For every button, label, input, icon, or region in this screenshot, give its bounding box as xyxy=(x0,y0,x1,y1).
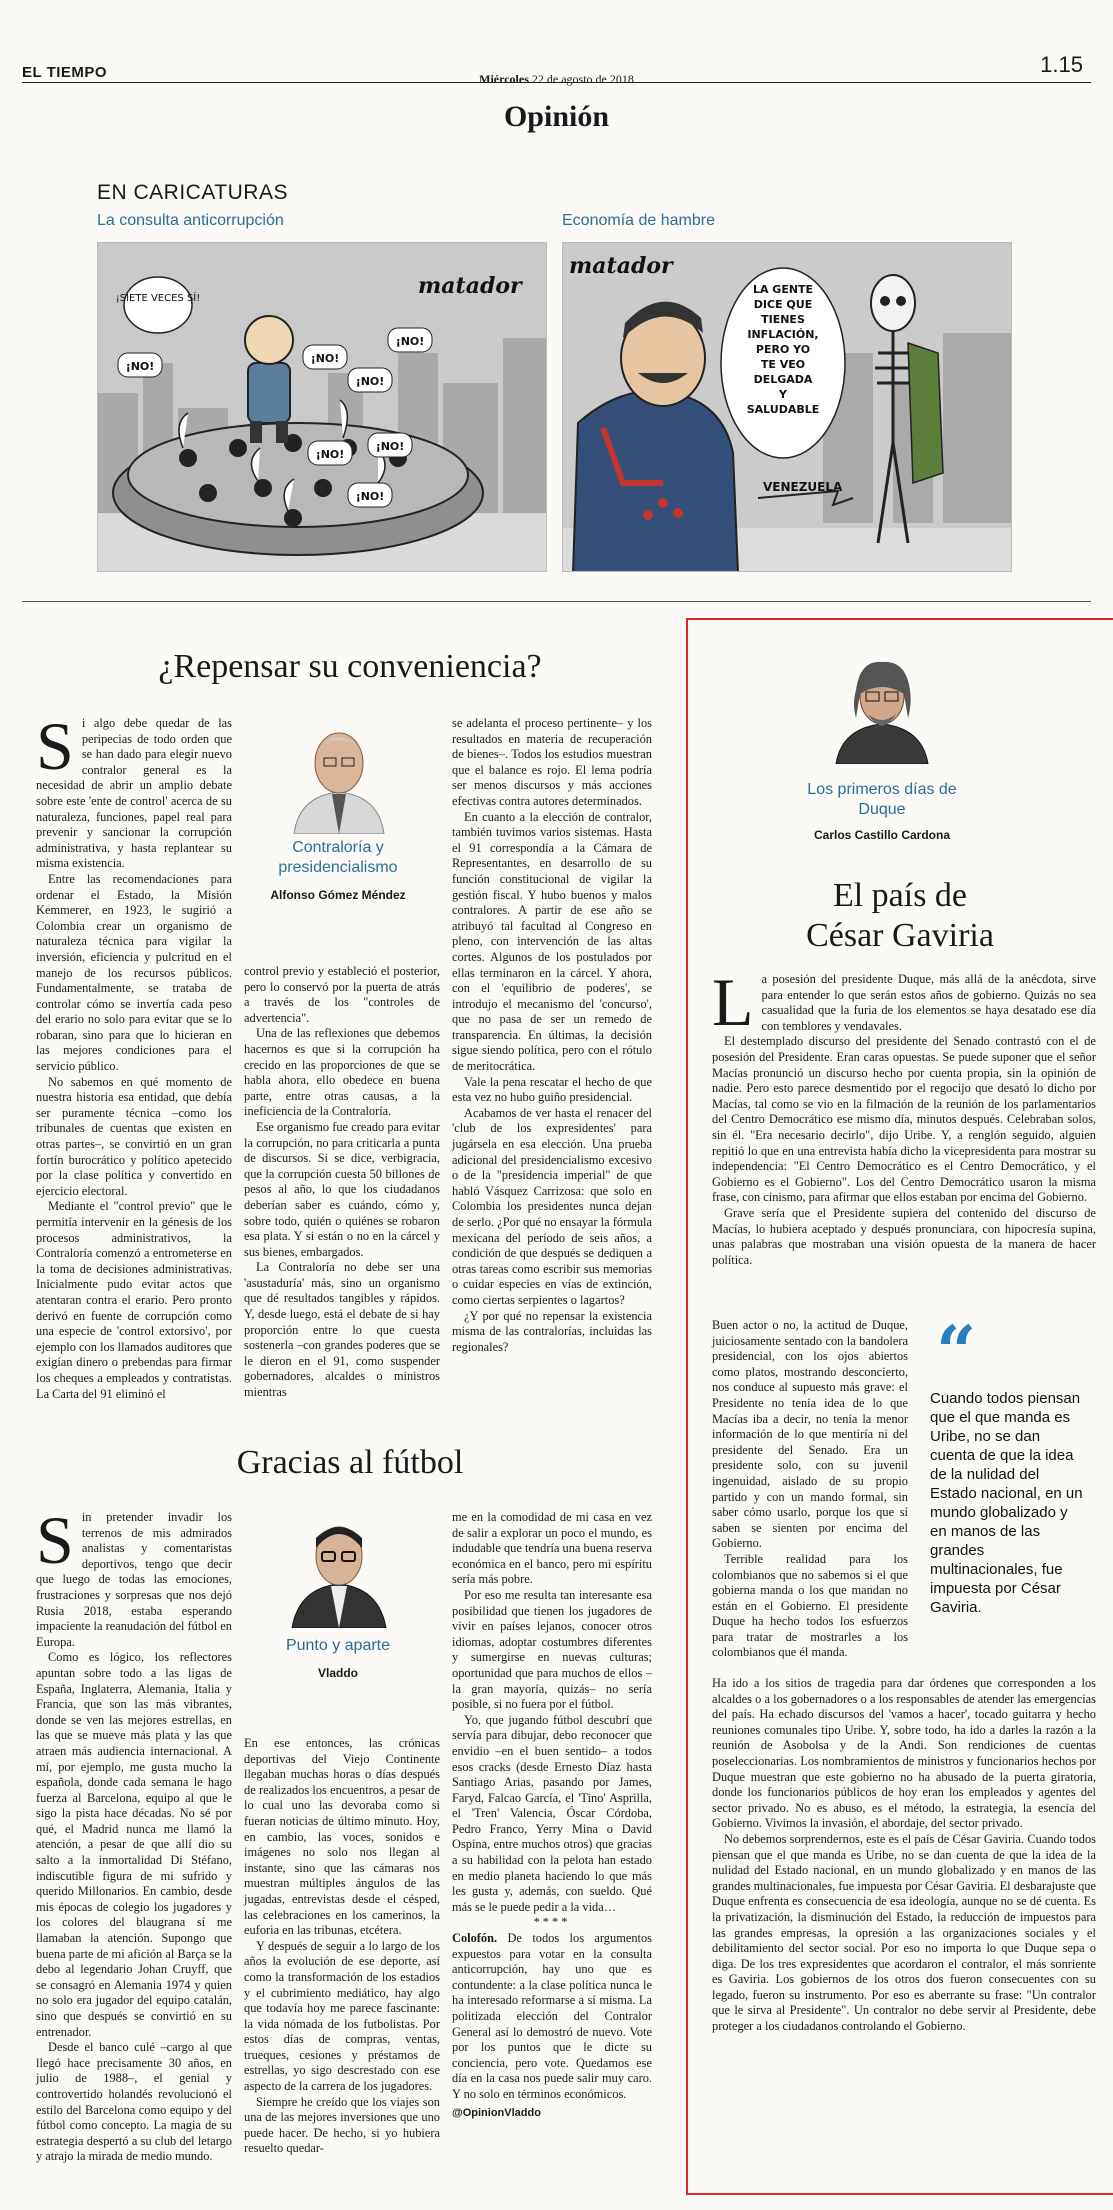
article1-dropcap: S xyxy=(36,708,74,784)
bubble-line-7: DELGADA xyxy=(753,373,813,386)
article2-col1-p1: in pretender invadir los terrenos de mis admirados analistas y comentaristas deportivos, tengo que decir que luego de todas las emociones, frustraciones y sorpresas que nos dejó Rusia 2018, estaba esperando impaciente la reanudación del fútbol en Europa. xyxy=(36,1510,232,1649)
article2-col3-p3: Yo, que jugando fútbol descubrí que servía para dibujar, debo reconocer que envidio –en el buen sentido– a todos esos cracks (desde Ernesto Díaz hasta Santiago Arias, pasando por James, Faryd, Falcao García, el 'Tino' Asprilla, el 'Tren' Valencia, Óscar Córdoba, Pedro Franco, Yerry Mina o David Ospina, entre muchos otros) que gracias a su habilidad con la pelota han estado en medio planeta haciendo lo que más les gusta y, además, con sueldo. Qué más se le puede pedir a la vida… xyxy=(452,1712,652,1914)
cartoon-anticorruption-drawing xyxy=(98,243,547,572)
page-number: 1.15 xyxy=(1040,52,1083,77)
cartoons-bottom-rule xyxy=(22,601,1091,602)
article1-col3-p1: se adelanta el proceso pertinente– y los resultados en materia de recuperación de bienes–. Todos los estudios muestran que el balance es rojo. El lema podría ser menos discursos y más acciones efectivas contra autores determinados. xyxy=(452,716,652,808)
header-rule xyxy=(22,82,1091,83)
bubble-no-1: ¡NO! xyxy=(125,360,155,373)
article2-dropcap: S xyxy=(36,1502,74,1578)
bubble-no-5: ¡NO! xyxy=(315,448,345,461)
bubble-no-2: ¡NO! xyxy=(310,352,340,365)
bubble-no-3: ¡NO! xyxy=(395,335,425,348)
bubble-line-2: DICE QUE xyxy=(753,298,813,311)
article1-column-name: Contraloría y presidencialismo xyxy=(278,839,398,876)
article2-col2-p2: Y después de seguir a lo largo de los años la evolución de ese deporte, así como la transformación de los estadios y el cubrimiento mediático, hay algo que todavía hoy me parece fascinante: la vida nómada de los futbolistas. Por estos días de compras, ventas, trueques, cesiones y préstamos de estrellas, yo sigo descrestado con ese aspecto de la carrera de los jugadores. xyxy=(244,1938,440,2094)
article2-col3-p1: me en la comodidad de mi casa en vez de salir a explorar un poco el mundo, es indudable que tendría una buena reserva económica en el banco, pero mi espíritu sería más pobre. xyxy=(452,1510,652,1587)
cartoon-right-signature: matador xyxy=(569,253,673,279)
article1-col3-p4: Acabamos de ver hasta el renacer del 'club de los expresidentes' para jugársela en esa elección. Una prueba adicional del presidencialismo excesivo o de la "presidencia imperial" de que habló Vásquez Carrizosa: que solo en Colombia los presidentes nunca dejan de serlo. ¿Por qué no ensayar la fórmula mexicana del período de seis años, a condición de que después se dediquen a otras tareas como escribir sus memorias o cuidar especies en vías de extinción, como ciertas serpientes o lagartos? xyxy=(452,1105,652,1307)
article1-col2-p2: Una de las reflexiones que debemos hacernos es que si la corrupción ha crecido en las proporciones de que se habla ahora, ello obedece en buena parte, entre otras causas, a la ineficiencia de la Contraloría. xyxy=(244,1026,440,1119)
cartoon-hunger-drawing xyxy=(563,243,1012,572)
article2-col1 xyxy=(36,1502,232,2165)
article3-dropcap: L xyxy=(712,964,754,1040)
bubble-siete-veces: ¡SIETE VECES SÍ! xyxy=(115,293,201,304)
issue-date-text: 22 de agosto de 2018 xyxy=(531,72,634,86)
portrait-castillo-image xyxy=(830,654,934,764)
article3-title-line2: César Gaviria xyxy=(806,917,994,954)
article1-col2-p4: La Contraloría no debe ser una 'asustaduría' más, sino un organismo que dé resultados tangibles y rápidos. Y, desde luego, está el debate de si hay proporción entre lo que cuesta sostenerla –con grandes poderes que se le dieron en el 91, como suspender gobernadores, alcaldes o ministros mientras xyxy=(244,1260,440,1400)
section-title: Opinión xyxy=(503,100,610,133)
newspaper-name: EL TIEMPO xyxy=(22,64,108,81)
bubble-line-5: PERO YO xyxy=(755,343,811,356)
bubble-no-6: ¡NO! xyxy=(375,440,405,453)
article1-col1 xyxy=(36,708,232,1402)
article3-author-portrait xyxy=(830,654,934,768)
article2-title: Gracias al fútbol xyxy=(236,1444,464,1481)
cartoon-label-venezuela: VENEZUELA xyxy=(763,480,843,494)
bubble-line-1: LA GENTE xyxy=(752,283,814,296)
portrait-gomez-image xyxy=(284,718,394,834)
quote-mark-icon: “ xyxy=(936,1310,977,1393)
article1-col3-p3: Vale la pena rescatar el hecho de que esta vez no hubo guiño presidencial. xyxy=(452,1074,652,1105)
article3-lead-p3: Grave sería que el Presidente supiera del contenido del discurso de Macías, lo hubiera aceptado y después pronunciara, con hipocresía supina, unas palabras que mostraban una visión opuesta de la manera de hacer política. xyxy=(712,1205,1096,1267)
bubble-line-4: INFLACIÓN, xyxy=(747,328,819,341)
article1-col1-p2: Entre las recomendaciones para ordenar el Estado, la Misión Kemmerer, en 1923, le sugirió a Colombia crear un organismo de naturaleza técnica para vigilar la inversión, eficiencia y pulcritud en el manejo de los recursos públicos. Fundamentalmente, se trataba de controlar cómo se invertía cada peso del erario no solo para evitar que se lo robaran, sino para que lo hicieran en las mejores condiciones para el servicio público. xyxy=(36,871,232,1074)
article1-col3-p5: ¿Y por qué no repensar la existencia misma de las contralorías, incluidas las regionales? xyxy=(452,1308,652,1354)
article3-narrow-p1: Buen actor o no, la actitud de Duque, juiciosamente sentado con la bandolera presidencial, con los ojos abiertos como platos, mostrando desconcierto, nos conduce al supuesto más grave: el Presidente no tenía idea de lo que Macías iba a decir, no tenía la menor información de lo que mentiría ni del presidente del Senado. Era un presidente solo, con su juvenil ingenuidad, aislado de su propio partido y con un mando formal, sin saber cómo usarlo, porque los que sí saben se sienten por encima del Gobierno. xyxy=(712,1318,908,1551)
article3-narrow-p2: Terrible realidad para los colombianos que no sabemos si el que gobierna manda o los que mandan no están en el Gobierno. El presidente Duque ha hecho todos los esfuerzos para tratar de mostrarles a los colombianos que él manda. xyxy=(712,1551,908,1660)
cartoons-heading: EN CARICATURAS xyxy=(97,181,288,204)
article2-col2 xyxy=(244,1736,440,2157)
bubble-no-7: ¡NO! xyxy=(355,490,385,503)
article2-col2-p3: Siempre he creído que los viajes son una de las mejores inversiones que uno puede hacer. De hecho, si yo hubiera resuelto quedar- xyxy=(244,2094,440,2156)
cartoon-right-title: Economía de hambre xyxy=(562,212,715,229)
article1-author-portrait xyxy=(284,718,394,838)
bubble-line-9: SALUDABLE xyxy=(746,403,820,416)
article1-col1-p1: i algo debe quedar de las peripecias de todo orden que se han dado para elegir nuevo contralor general es la necesidad de abrir un amplio debate sobre este 'ente de control' acerca de su naturaleza, funciones, papel real para prevenir y sancionar la corrupción administrativa, y hasta replantear su misma existencia. xyxy=(36,716,232,871)
article1-col2-p1: control previo y estableció el posterior, pero lo conservó por la puerta de atrás a través de los "controles de advertencia". xyxy=(244,964,440,1025)
article3-tail-p1: Ha ido a los sitios de tragedia para dar órdenes que corresponden a los alcaldes o a los gobernadores o a los responsables de atender las emergencias del país. Ha echado discursos del 'vamos a hacer', tocado guitarra y hecho reuniones comunales tipo Uribe. Y, sobre todo, ha ido a darles la razón a la reunión de Asobolsa y de la Andi. Son rendiciones de cuentas poseleccionarias. Los nombramientos de ministros y funcionarios hechos por Duque muestran que este gobierno no ha abusado de la puerta giratoria, donde los funcionarios públicos de hoy eran los empleados y agentes del sector privado. No es abuso, es el método, la estrategia, la esencia del Gobierno. Vivimos la invasión, el abordaje, del sector privado. xyxy=(712,1676,1096,1831)
issue-date xyxy=(0,72,1113,87)
article2-stars: **** xyxy=(533,1915,571,1930)
cartoon-anticorruption xyxy=(97,242,547,572)
article3-lead-p2: El destemplado discurso del presidente del Senado contrastó con el de posesión del Presidente. Eran caras opuestas. Se puede suponer que el señor Macías pronunció un discurso hecho por cuenta propia, sin la opinión de nadie. Pero esto parece desmentido por el regocijo que desató lo dicho por Macías, tal como se vio en la filmación de la reunión de los parlamentarios del Centro Democrático ese mismo día, minutos después. Celebraban solos, sin él. "Era necesario decirlo", dijo Uribe. Y, a renglón seguido, alguien repitió lo que en una entrevista había dicho la vicepresidenta para mostrar su independencia: "El Centro Democrático es el Centro Democrático, y el Gobierno es el Gobierno". Los del Centro Democrático usaron la misma frase, con cinismo, para afirmar que ellos estaban por encima del Gobierno. xyxy=(712,1034,1096,1205)
article2-col1-p3: Desde el banco culé –cargo al que llegó hace precisamente 30 años, en julio de 1988–, el genial y controvertido holandés revolucionó el estilo del Barcelona como equipo y del fútbol como concepto. La magia de su estrategia despertó a su club del letargo y atrajo la mirada de medio mundo. xyxy=(36,2040,232,2164)
article2-col3-p2: Por eso me resulta tan interesante esa posibilidad que tienen los jugadores de vivir en países lejanos, conocer otros idiomas, adoptar costumbres diferentes y sumergirse en nuevas culturas; oportunidad que para muchos de ellos –la gran mayoría, quizás– no sería posible, si no fuera por el fútbol. xyxy=(452,1587,652,1712)
article3-narrow xyxy=(712,1318,908,1661)
article2-col2-p1: En ese entonces, las crónicas deportivas del Viejo Continente llegaban muchas horas o días después de realizados los encuentros, a pesar de lo cual uno las devoraba como si fueran noticias de último minuto. Hoy, en cambio, las voces, sonidos e imágenes no solo nos llegan al instante, sino que las cámaras nos muestran múltiples ángulos de las jugadas, entrevistas desde el césped, las celebraciones en los camerinos, la euforia en las tribunas, etcétera. xyxy=(244,1736,440,1938)
article1-col3-p2: En cuanto a la elección de contralor, también tuvimos varios sistemas. Hasta el 91 correspondía a la Cámara de Representantes, en desarrollo de su función constitucional de vigilar la gestión fiscal. Y hubo buenos y malos contralores. A partir de ese año se atribuyó tal facultad al Congreso en pleno, con intervención de las altas cortes. Algunos de los postulados por ellas terminaron en la cárcel. Y ahora, con el 'equilibrio de poderes', se introdujo el mecanismo del 'concurso', que no pasa de ser un remedo de transparencia. En últimas, la decisión sigue siendo política, pero con el rótulo de meritocrática. xyxy=(452,809,652,1074)
colofon-lead: Colofón. xyxy=(452,1931,498,1946)
article3-author: Carlos Castillo Cardona xyxy=(813,828,951,842)
article3-lead xyxy=(712,964,1096,1268)
vladdo-handle: @OpinionVladdo xyxy=(452,2106,541,2119)
cartoon-left-title: La consulta anticorrupción xyxy=(97,212,284,229)
colofon-text: De todos los argumentos expuestos para votar en la consulta anticorrupción, hay uno que es contundente: a la clase política nunca le ha interesado reformarse a sí misma. La politizada elección del Contralor General así lo demostró de nuevo. Vote por los puntos que le dicte su conciencia, pero vote. Quedamos ese día en la casa nos puede salir muy caro. Y no solo en términos económicos. xyxy=(452,1931,652,2101)
article1-col1-p3: No sabemos en qué momento de nuestra historia esa entidad, que debía ser puramente técnica –como los tribunales de cuentas que existen en otras partes–, se convirtió en un gran fortín burocrático y político apetecido por la clase política y convertido en ejercicio electoral. xyxy=(36,1074,232,1198)
cartoon-hunger-economy xyxy=(562,242,1012,572)
article1-col3 xyxy=(452,716,652,1355)
article1-col1-p4: Mediante el "control previo" que le permitía intervenir en la génesis de los procesos administrativos, la Contraloría comenzó a entrometerse en la toma de decisiones administrativas. Inicialmente pudo evitar actos que atentaran contra el erario. Pero pronto derivó en fuente de corrupción como una especie de 'control extorsivo', por ejemplo con los llamados auditores que exigían dinero o prebendas para firmar los cheques a empleados y contratistas. La Carta del 91 eliminó el xyxy=(36,1199,232,1401)
article1-col2 xyxy=(244,964,440,1401)
article2-column-name: Punto y aparte xyxy=(285,1637,391,1654)
article3-title-line1: El país de xyxy=(832,877,968,914)
article2-author: Vladdo xyxy=(317,1666,358,1680)
article3-title xyxy=(700,876,1100,956)
article2-col3 xyxy=(452,1510,652,2119)
bubble-line-6: TE VEO xyxy=(760,358,806,371)
bubble-line-8: Y xyxy=(779,388,787,401)
article2-author-portrait xyxy=(284,1512,394,1632)
pull-quote: Cuando todos piensan que el que manda es Uribe, no se dan cuenta de que la idea de la nulidad del Estado nacional, en un mundo globalizado y en manos de las grandes multinacionales, fue impuesta por César Gaviria. xyxy=(930,1390,1083,1616)
portrait-vladdo-image xyxy=(284,1512,394,1628)
issue-weekday: Miércoles xyxy=(479,72,529,86)
bubble-line-3: TIENES xyxy=(761,313,805,326)
article3-lead-p1: a posesión del presidente Duque, más allá de la anécdota, sirve para entender lo que serán estos años de gobierno. Quizás no sea casualidad que la furia de los elementos se haya desatado ese día con temblores y vendavales. xyxy=(761,972,1096,1033)
article3-tail-p2: No debemos sorprendernos, este es el país de César Gaviria. Cuando todos piensan que el que manda es Uribe, no se dan cuenta de que la idea de la nulidad del Estado nacional, en un mundo globalizado y en manos de las grandes multinacionales, fue impuesta por César Gaviria. El desbarajuste que Duque enfrenta es consecuencia de esa ideología, aunque no se dé cuenta. Es la privatización, la disminución del Estado, la reducción de impuestos para las grandes empresas, la opresión a las organizaciones sociales y el debilitamiento del sector social. Por eso no importa lo que Duque sepa o diga. De los tres expresidentes que acordaron el contralor, el más sonriente es Gaviria. Los gobiernos de los otros dos fueron consecuentes con su legado, fueron su instrumento. Por eso es aberrante su frase: "Un contralor que le sirva al Presidente". Un contralor no debe servir al Presidente, debe proteger a los ciudadanos controlando el Gobierno. xyxy=(712,1831,1096,2034)
article3-tail xyxy=(712,1676,1096,2035)
cartoon-left-signature: matador xyxy=(418,273,522,299)
article1-author: Alfonso Gómez Méndez xyxy=(270,888,406,902)
article1-col2-p3: Ese organismo fue creado para evitar la corrupción, no para criticarla a punta de discursos. Si se dice, verbigracia, que la corrupción cuesta 50 billones de pesos al año, lo que los ciudadanos deberían saber es cuándo, cómo y, sobre todo, quién o quiénes se robaron esa plata. Y si están o no en la cárcel y sus bienes, embargados. xyxy=(244,1119,440,1259)
article1-title: ¿Repensar su conveniencia? xyxy=(158,648,542,685)
article3-column-name: Los primeros días de Duque xyxy=(807,781,957,818)
article2-col1-p2: Como es lógico, los reflectores apuntan sobre todo a las ligas de España, Inglaterra, Alemania, Italia y Francia, que son las más vibrantes, donde se ven las mejores estrellas, en las que se mueve más plata y las que atraen más audiencia internacional. A mí, por ejemplo, me gusta mucho la española, donde cada semana le hago fuerza al Barcelona, equipo al que le sigo la pista hace décadas. No sé por qué, el Madrid nunca me llamó la atención, a pesar de que allí dio su salto a la inmortalidad Di Stéfano, indiscutible figura de mi sufrido y querido Millonarios. En cambio, desde mis épocas de colegio los jugadores y los colores del blaugrana sí me llamaban la atención. Supongo que buena parte de mi afición al Barça se la debo al legendario Johan Cruyff, que se consagró en Alemania 1974 y quien no solo era jugador del equipo catalán, sino que después se convirtió en su entrenador. xyxy=(36,1650,232,2039)
bubble-no-4: ¡NO! xyxy=(355,375,385,388)
